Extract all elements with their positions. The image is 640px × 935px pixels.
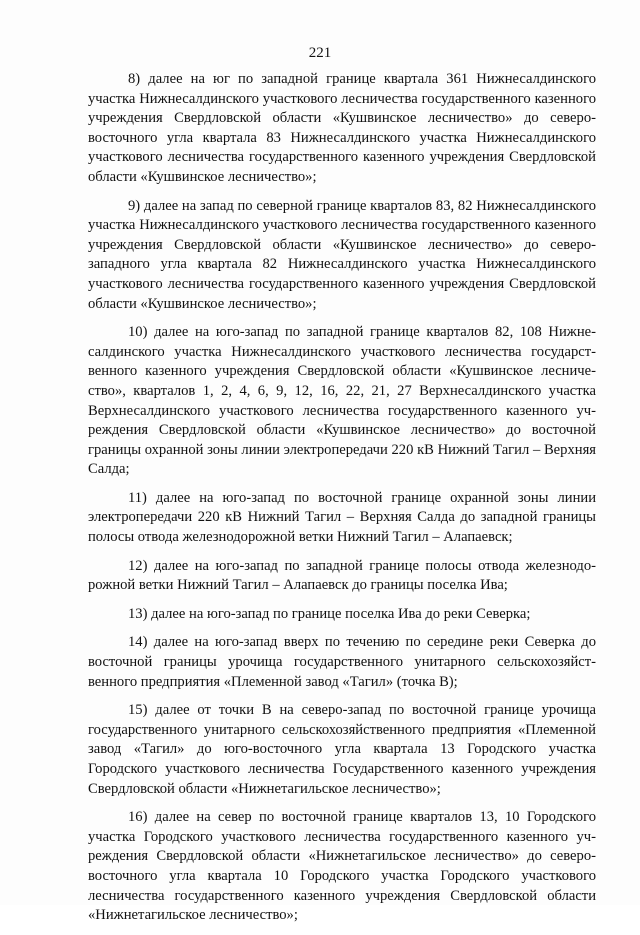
paragraph-14: 14) далее на юго-запад вверх по течению по середине реки Северка до восточной границы урочища государственного унитарного сельскохозяйственного предприятия «Племенной завод «Тагил» (точка В); [88,634,596,690]
paragraph-10: 10) далее на юго-запад по западной границе кварталов 82, 108 Нижнесалдинского участка Нижнесалдинского участкового лесничества государственного казенного учреждения Свердловской области «Кушвинское лесничество», кварталов 1, 2, 4, 6, 9, 12, 16, 22, 21, 27 Верхнесалдинского участка Верхнесалдинского участкового лесничества государственного казенного учреждения Свердловской области «Кушвинское лесничество» до восточной границы охранной зоны линии электропередачи 220 кВ Нижний Тагил – Верхняя Салда; [88,324,596,478]
paragraph-9: 9) далее на запад по северной границе кварталов 83, 82 Нижнесалдинского участка Нижнесалдинского участкового лесничества государственного казенного учреждения Свердловской области «Кушвинское лесничество» до северо-западного угла квартала 82 Нижнесалдинского участка Нижнесалдинского участкового лесничества государственного казенного учреждения Свердловской области «Кушвинское лесничество»; [88,197,596,312]
paragraph-15: 15) далее от точки В на северо-запад по восточной границе урочища государственного унитарного сельскохозяйственного предприятия «Племенной завод «Тагил» до юго-восточного угла квартала 13 Городского участка Городского участкового лесничества Государственного казенного учреждения Свердловской области «Нижнетагильское лесничество»; [88,702,596,797]
paragraph-12: 12) далее на юго-запад по западной границе полосы отвода железнодорожной ветки Нижний Тагил – Алапаевск до границы поселка Ива; [88,557,596,594]
paragraph-13: 13) далее на юго-запад по границе поселка Ива до реки Северка; [128,605,531,622]
page-number: 221 [308,45,332,61]
document-body [88,70,596,935]
paragraph-11: 11) далее на юго-запад по восточной границе охранной зоны линии электропередачи 220 кВ Нижний Тагил – Верхняя Салда до западной границы полосы отвода железнодорожной ветки Нижний Тагил – Алапаевск; [88,489,596,546]
paragraph-8: 8) далее на юг по западной границе квартала 361 Нижнесалдинского участка Нижнесалдинского участкового лесничества государственного казенного учреждения Свердловской области «Кушвинское лесничество» до северо-восточного угла квартала 83 Нижнесалдинского участка Нижнесалдинского участкового лесничества государственного казенного учреждения Свердловской области «Кушвинское лесничество»; [88,71,596,185]
paragraph-16: 16) далее на север по восточной границе кварталов 13, 10 Городского участка Городского участкового лесничества государственного казенного учреждения Свердловской области «Нижнетагильское лесничество» до северо-восточного угла квартала 10 Городского участка Городского участкового лесничества государственного казенного учреждения Свердловской области «Нижнетагильское лесничество»; [88,809,596,924]
